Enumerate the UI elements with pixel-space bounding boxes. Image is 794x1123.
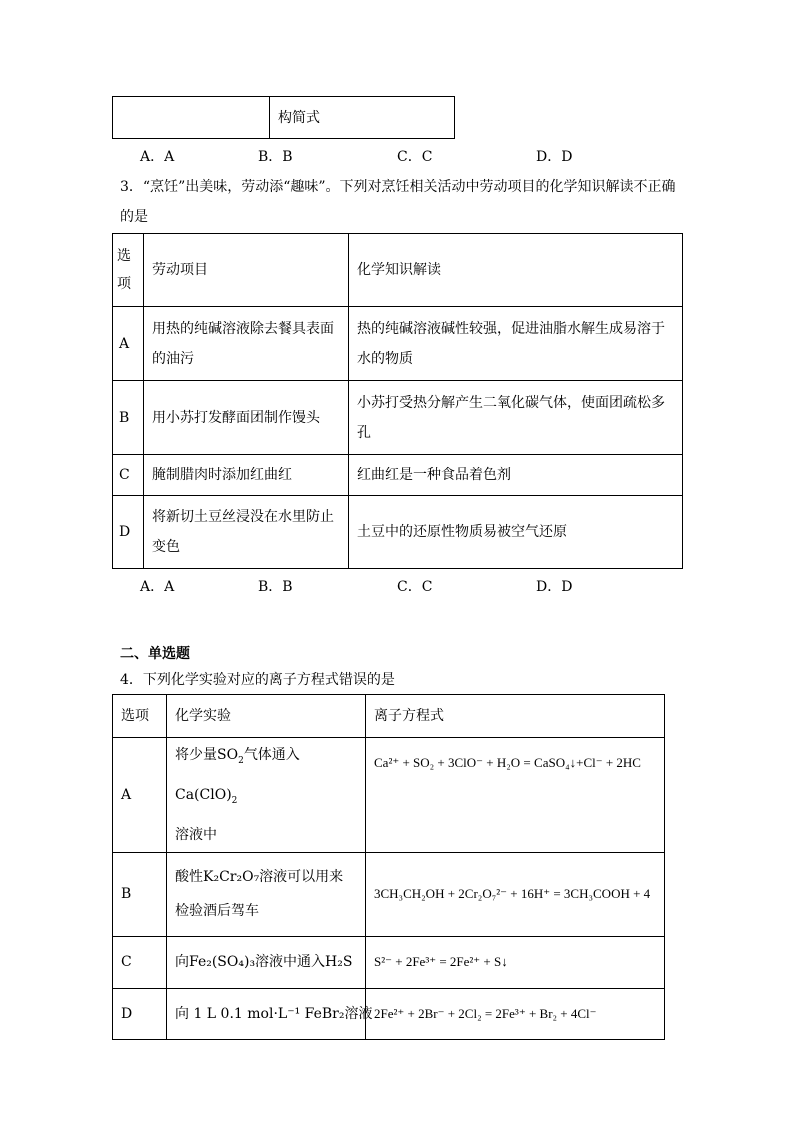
q3-row-c-option: C: [113, 455, 144, 496]
q4-row-a-experiment: 将少量$SO_2$气体通入$Ca(ClO)_2$ 溶液中: [167, 738, 366, 853]
q3-row-d-explain: 土豆中的还原性物质易被空气还原: [349, 496, 683, 569]
q3-row-a-option: A: [113, 307, 144, 381]
option-d: D．D: [536, 579, 573, 595]
option-a: A．A: [140, 149, 175, 165]
option-d: D．D: [536, 149, 573, 165]
question-4-stem: 4．下列化学实验对应的离子方程式错误的是: [120, 672, 395, 688]
q3-header-explain: 化学知识解读: [349, 234, 683, 307]
q4-header-option: 选项: [113, 695, 167, 738]
q3-table: [112, 233, 683, 569]
option-a: A．A: [140, 579, 175, 595]
q3-row-c-item: 腌制腊肉时添加红曲红: [144, 455, 349, 496]
q3-row-c-explain: 红曲红是一种食品着色剂: [349, 455, 683, 496]
q4-row-c-option: C: [113, 936, 167, 988]
q3-row-b-option: B: [113, 381, 144, 455]
q3-row-a-item: 用热的纯碱溶液除去餐具表面的油污: [144, 307, 349, 381]
section-2-heading: 二、单选题: [120, 646, 190, 662]
q4-row-d-equation: 2Fe²⁺ + 2Br⁻ + 2Cl₂ = 2Fe³⁺ + Br₂ + 4Cl⁻: [366, 988, 665, 1039]
q4-row-d-option: D: [113, 988, 167, 1039]
top-table-cell-right: 构简式: [270, 97, 455, 139]
q4-header-equation: 离子方程式: [366, 695, 665, 738]
option-c: C．C: [397, 149, 433, 165]
q3-row-b-explain: 小苏打受热分解产生二氧化碳气体，使面团疏松多孔: [349, 381, 683, 455]
question-3-line1: 3．“烹饪”出美味，劳动添“趣味”。下列对烹饪相关活动中劳动项目的化学知识解读不正确: [120, 179, 676, 195]
q4-row-d-experiment: 向 1 L 0.1 mol·L⁻¹ FeBr₂溶液: [167, 988, 366, 1039]
q4-row-c-equation: S²⁻ + 2Fe³⁺ = 2Fe²⁺ + S↓: [366, 936, 665, 988]
q3-row-b-item: 用小苏打发酵面团制作馒头: [144, 381, 349, 455]
q4-header-experiment: 化学实验: [167, 695, 366, 738]
question-3-line2: 的是: [120, 209, 148, 225]
top-table: [112, 96, 455, 139]
q4-row-b-equation: 3CH₃CH₂OH + 2Cr₂O₇²⁻ + 16H⁺ = 3CH₃COOH + 4: [366, 852, 665, 936]
q4-row-a-equation: Ca²⁺ + SO₂ + 3ClO⁻ + H₂O = CaSO₄↓+Cl⁻ + 2HC: [366, 738, 665, 853]
option-b: B．B: [258, 149, 293, 165]
top-table-cell-left: [113, 97, 270, 139]
q4-row-c-experiment: 向Fe₂(SO₄)₃溶液中通入H₂S: [167, 936, 366, 988]
q3-header-option: 选 项: [113, 234, 144, 307]
option-c: C．C: [397, 579, 433, 595]
q3-header-item: 劳动项目: [144, 234, 349, 307]
q4-row-b-option: B: [113, 852, 167, 936]
q4-row-a-option: A: [113, 738, 167, 853]
q4-table: [112, 694, 665, 1040]
q3-row-d-item: 将新切土豆丝浸没在水里防止变色: [144, 496, 349, 569]
q4-row-b-experiment: 酸性K₂Cr₂O₇溶液可以用来检验酒后驾车: [167, 852, 366, 936]
q3-row-d-option: D: [113, 496, 144, 569]
q3-row-a-explain: 热的纯碱溶液碱性较强，促进油脂水解生成易溶于水的物质: [349, 307, 683, 381]
option-b: B．B: [258, 579, 293, 595]
